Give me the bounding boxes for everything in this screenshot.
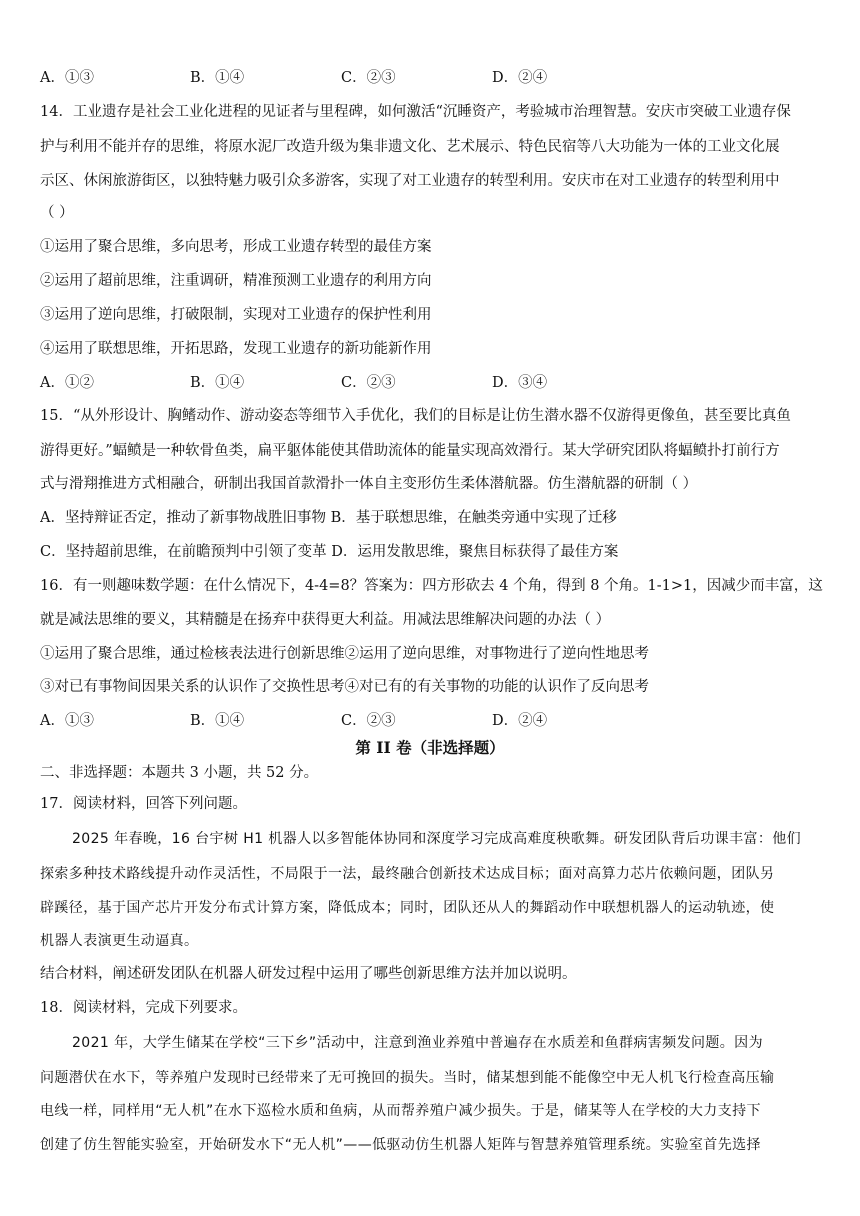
q14-item: ①运用了聚合思维，多向思考，形成工业遗存转型的最佳方案 [40,239,432,255]
q17-material-line: 探索多种技术路线提升动作灵活性，不局限于一法，最终融合创新技术达成目标；面对高算力芯片依赖问题，团队另 [40,866,775,882]
q18-stem: 18．阅读材料，完成下列要求。 [40,1000,247,1016]
q14-option-d: D．③④ [492,375,548,391]
q16-stem-line: 16．有一则趣味数学题：在什么情况下，4-4=8？答案为：四方形砍去 4 个角，得到 8 个角。1-1>1，因减少而丰富，这 [40,578,823,594]
q14-option-a: A．①② [40,375,94,391]
q17-material-line: 辟蹊径，基于国产芯片开发分布式计算方案，降低成本；同时，团队还从人的舞蹈动作中联想机器人的运动轨迹，使 [40,900,775,916]
q13-options [40,68,830,88]
q14-item: ②运用了超前思维，注重调研，精准预测工业遗存的利用方向 [40,273,432,289]
q13-option-b: B．①④ [190,70,245,86]
q14-options [40,373,830,393]
q16-item: ③对已有事物间因果关系的认识作了交换性思考④对已有的有关事物的功能的认识作了反向思考 [40,679,649,695]
q14-option-b: B．①④ [190,375,245,391]
q16-option-c: C．②③ [341,713,396,729]
section-instruction: 二、非选择题：本题共 3 小题，共 52 分。 [40,765,319,781]
q16-item: ①运用了聚合思维，通过检核表法进行创新思维②运用了逆向思维，对事物进行了逆向性地思考 [40,646,649,662]
q16-option-d: D．②④ [492,713,548,729]
q15-option-row: C．坚持超前思维，在前瞻预判中引领了变革 D．运用发散思维，聚焦目标获得了最佳方案 [40,544,619,560]
q16-option-a: A．①③ [40,713,94,729]
q15-stem-line: 游得更好。”蝠鲼是一种软骨鱼类，扁平躯体能使其借助流体的能量实现高效滑行。某大学研究团队将蝠鲼扑打前行方 [40,443,780,459]
q14-item: ④运用了联想思维，开拓思路，发现工业遗存的新功能新作用 [40,341,432,357]
q13-option-c: C．②③ [341,70,396,86]
q15-option-row: A．坚持辩证否定，推动了新事物战胜旧事物 B．基于联想思维，在触类旁通中实现了迁移 [40,510,617,526]
q18-material-line: 电线一样，同样用“无人机”在水下巡检水质和鱼病，从而帮养殖户减少损失。于是，储某等人在学校的大力支持下 [40,1103,761,1119]
q18-material-line: 2021 年，大学生储某在学校“三下乡”活动中，注意到渔业养殖中普遍存在水质差和鱼群病害频发问题。因为 [72,1035,763,1051]
q13-option-a: A．①③ [40,70,94,86]
q14-item: ③运用了逆向思维，打破限制，实现对工业遗存的保护性利用 [40,307,432,323]
q18-material-line: 创建了仿生智能实验室，开始研发水下“无人机”——低驱动仿生机器人矩阵与智慧养殖管理系统。实验室首先选择 [40,1137,761,1153]
q14-stem-line: 护与利用不能并存的思维，将原水泥厂改造升级为集非遗文化、艺术展示、特色民宿等八大功能为一体的工业文化展 [40,139,780,155]
q18-material-line: 问题潜伏在水下，等养殖户发现时已经带来了无可挽回的损失。当时，储某想到能不能像空中无人机飞行检查高压输 [40,1070,775,1086]
q15-stem-line: 15．“从外形设计、胸鳍动作、游动姿态等细节入手优化，我们的目标是让仿生潜水器不仅游得更像鱼，甚至要比真鱼 [40,408,791,424]
q17-material-line: 机器人表演更生动逼真。 [40,933,199,949]
q16-option-b: B．①④ [190,713,245,729]
q17-material-line: 2025 年春晚，16 台宇树 H1 机器人以多智能体协同和深度学习完成高难度秧歌舞。研发团队背后功课丰富：他们 [72,831,802,847]
q14-stem-line: （ ） [40,205,74,221]
q16-options [40,711,830,731]
q14-stem-line: 14．工业遗存是社会工业化进程的见证者与里程碑，如何激活“沉睡资产，考验城市治理智慧。安庆市突破工业遗存保 [40,104,791,120]
q17-question: 结合材料，阐述研发团队在机器人研发过程中运用了哪些创新思维方法并加以说明。 [40,966,577,982]
q16-stem-line: 就是减法思维的要义，其精髓是在扬弃中获得更大利益。用减法思维解决问题的办法（ ） [40,612,611,628]
q17-stem: 17．阅读材料，回答下列问题。 [40,796,247,812]
section-title: 第 II 卷（非选择题） [355,738,505,757]
q13-option-d: D．②④ [492,70,548,86]
q14-option-c: C．②③ [341,375,396,391]
q15-stem-line: 式与滑翔推进方式相融合，研制出我国首款滑扑一体自主变形仿生柔体潜航器。仿生潜航器的研制（ ） [40,476,698,492]
q14-stem-line: 示区、休闲旅游街区，以独特魅力吸引众多游客，实现了对工业遗存的转型利用。安庆市在对工业遗存的转型利用中 [40,173,780,189]
